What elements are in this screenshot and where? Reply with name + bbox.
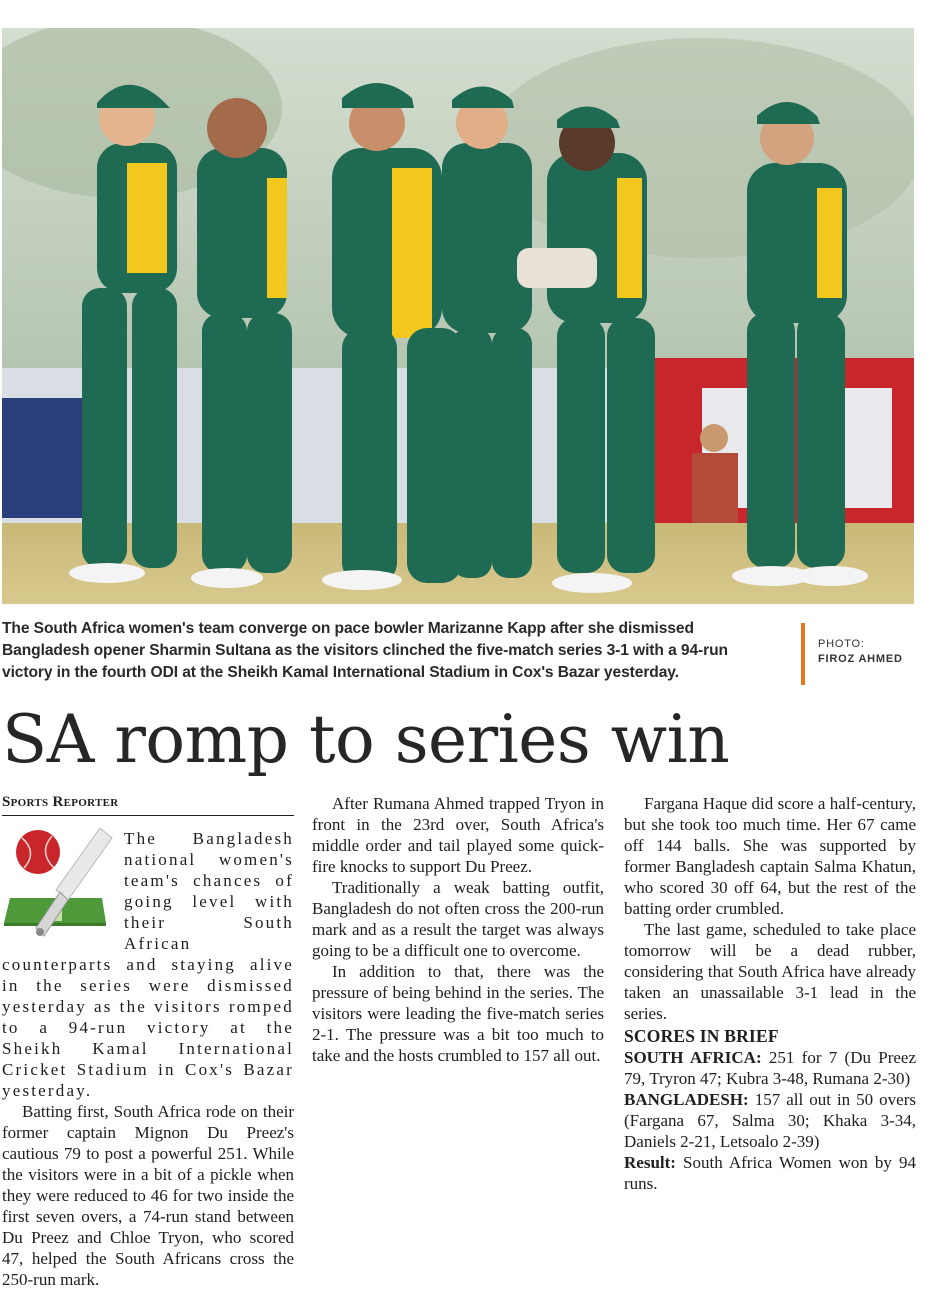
match-result: Result: South Africa Women won by 94 runs. <box>624 1153 916 1193</box>
article-paragraph: Traditionally a weak batting outfit, Bangladesh do not often cross the 200-run mark and as a result the target was always going to be a difficult one to overcome. <box>312 878 604 960</box>
article-paragraph: Fargana Haque did score a half-century, but she took too much time. Her 67 came off 144 balls. She was supported by former Bangladesh captain Salma Khatun, who scored 30 off 64, but the rest of the batting order crumbled. <box>624 794 916 918</box>
article-column-2 <box>312 793 604 1066</box>
article-paragraph: Batting first, South Africa rode on their former captain Mignon Du Preez's cautious 79 to post a powerful 251. While the visitors were in a bit of a pickle when they were reduced to 46 for two inside the first seven overs, a 74-run stand between Du Preez and Chloe Tryon, who scored 47, helped the South Africans cross the 250-run mark. <box>2 1102 294 1289</box>
article-paragraph: The last game, scheduled to take place tomorrow will be a dead rubber, considering that South Africa have already taken an unassailable 3-1 lead in the series. <box>624 920 916 1023</box>
article-paragraph: After Rumana Ahmed trapped Tryon in front in the 23rd over, South Africa's middle order and tail played some quick-fire knocks to support Du Preez. <box>312 794 604 876</box>
photo-caption: The South Africa women's team converge on pace bowler Marizanne Kapp after she dismissed Bangladesh opener Sharmin Sultana as the visitors clinched the five-match series 3-1 with a 94-run victory in the fourth ODI at the Sheikh Kamal International Stadium in Cox's Bazar yesterday. <box>2 620 728 681</box>
scores-in-brief <box>624 1026 916 1194</box>
article-column-1 <box>2 792 294 1290</box>
headline: SA romp to series win <box>2 701 730 778</box>
team-celebration-photo <box>2 28 914 604</box>
article-lead: The Bangladesh national women's team's chances of going level with their South African counterparts and staying alive in the series were dismissed yesterday as the visitors romped to a 94-run victory at the Sheikh Kamal International Cricket Stadium in Cox's Bazar yesterday. <box>2 829 294 1100</box>
credit-divider <box>801 623 805 685</box>
cricket-ball-bat-icon <box>2 828 114 942</box>
score-bangladesh: BANGLADESH: 157 all out in 50 overs (Fargana 67, Salma 30; Khaka 3-34, Daniels 2-21, Letsoalo 2-39) <box>624 1090 917 1151</box>
scores-heading: SCORES IN BRIEF <box>624 1026 779 1046</box>
photo-credit-label: PHOTO: <box>818 638 865 650</box>
photo-credit <box>818 637 903 667</box>
photo-illustration <box>2 28 914 604</box>
article-paragraph: In addition to that, there was the pressure of being behind in the series. The visitors were leading the five-match series 2-1. The pressure was a bit too much to take and the hosts crumbled to 157 all out. <box>312 962 604 1065</box>
article-column-3 <box>624 793 916 1194</box>
score-south-africa: SOUTH AFRICA: 251 for 7 (Du Preez 79, Tryron 47; Kubra 3-48, Rumana 2-30) <box>624 1048 917 1088</box>
byline: Sports Reporter <box>2 792 294 816</box>
photo-credit-name: FIROZ AHMED <box>818 653 903 665</box>
